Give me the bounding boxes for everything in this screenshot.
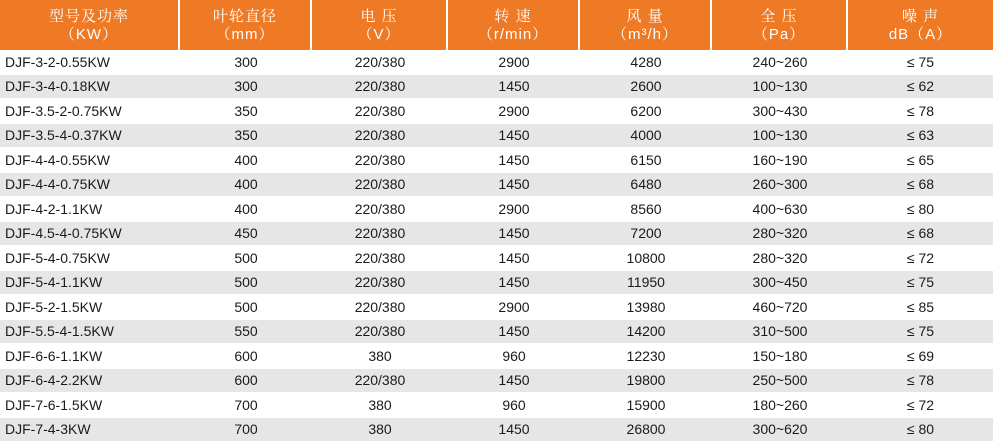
cell-air-volume: 6480 bbox=[580, 173, 712, 198]
cell-voltage: 380 bbox=[312, 393, 448, 418]
cell-impeller-diameter: 700 bbox=[180, 418, 312, 442]
header-voltage bbox=[312, 0, 448, 50]
cell-impeller-diameter: 450 bbox=[180, 222, 312, 247]
header-unit: （KW） bbox=[59, 26, 119, 43]
cell-voltage: 220/380 bbox=[312, 75, 448, 100]
cell-total-pressure: 260~300 bbox=[712, 173, 848, 198]
cell-total-pressure: 240~260 bbox=[712, 50, 848, 75]
cell-air-volume: 26800 bbox=[580, 418, 712, 442]
cell-speed: 1450 bbox=[448, 75, 580, 100]
cell-speed: 2900 bbox=[448, 50, 580, 75]
cell-air-volume: 6150 bbox=[580, 148, 712, 173]
cell-noise: ≤ 75 bbox=[848, 50, 993, 75]
cell-noise: ≤ 78 bbox=[848, 369, 993, 394]
cell-speed: 1450 bbox=[448, 271, 580, 296]
cell-total-pressure: 460~720 bbox=[712, 295, 848, 320]
cell-noise: ≤ 78 bbox=[848, 99, 993, 124]
cell-voltage: 220/380 bbox=[312, 124, 448, 149]
header-air-volume bbox=[580, 0, 712, 50]
header-speed bbox=[448, 0, 580, 50]
cell-total-pressure: 280~320 bbox=[712, 222, 848, 247]
cell-impeller-diameter: 300 bbox=[180, 75, 312, 100]
cell-air-volume: 13980 bbox=[580, 295, 712, 320]
cell-air-volume: 15900 bbox=[580, 393, 712, 418]
cell-impeller-diameter: 500 bbox=[180, 295, 312, 320]
cell-total-pressure: 280~320 bbox=[712, 246, 848, 271]
cell-noise: ≤ 75 bbox=[848, 271, 993, 296]
cell-air-volume: 12230 bbox=[580, 344, 712, 369]
cell-model-power: DJF-5-4-0.75KW bbox=[0, 246, 180, 271]
cell-speed: 960 bbox=[448, 393, 580, 418]
table-row bbox=[0, 197, 993, 222]
cell-voltage: 220/380 bbox=[312, 320, 448, 345]
header-impeller-diameter bbox=[180, 0, 312, 50]
table-row bbox=[0, 173, 993, 198]
cell-air-volume: 10800 bbox=[580, 246, 712, 271]
cell-speed: 2900 bbox=[448, 197, 580, 222]
cell-air-volume: 19800 bbox=[580, 369, 712, 394]
cell-voltage: 220/380 bbox=[312, 173, 448, 198]
header-label: 风 量 bbox=[626, 8, 664, 25]
cell-impeller-diameter: 500 bbox=[180, 246, 312, 271]
table-row bbox=[0, 271, 993, 296]
cell-impeller-diameter: 400 bbox=[180, 197, 312, 222]
table-row bbox=[0, 418, 993, 442]
cell-model-power: DJF-6-4-2.2KW bbox=[0, 369, 180, 394]
cell-speed: 2900 bbox=[448, 99, 580, 124]
table-row bbox=[0, 295, 993, 320]
cell-speed: 1450 bbox=[448, 418, 580, 442]
cell-model-power: DJF-4-4-0.55KW bbox=[0, 148, 180, 173]
cell-total-pressure: 100~130 bbox=[712, 75, 848, 100]
cell-speed: 1450 bbox=[448, 246, 580, 271]
cell-total-pressure: 300~430 bbox=[712, 99, 848, 124]
header-unit: （Pa） bbox=[752, 26, 806, 43]
cell-noise: ≤ 62 bbox=[848, 75, 993, 100]
cell-speed: 1450 bbox=[448, 222, 580, 247]
header-model-power bbox=[0, 0, 180, 50]
cell-total-pressure: 160~190 bbox=[712, 148, 848, 173]
cell-noise: ≤ 85 bbox=[848, 295, 993, 320]
cell-air-volume: 7200 bbox=[580, 222, 712, 247]
cell-voltage: 220/380 bbox=[312, 148, 448, 173]
cell-noise: ≤ 80 bbox=[848, 418, 993, 442]
cell-noise: ≤ 80 bbox=[848, 197, 993, 222]
cell-noise: ≤ 69 bbox=[848, 344, 993, 369]
cell-speed: 1450 bbox=[448, 369, 580, 394]
table-row bbox=[0, 393, 993, 418]
cell-impeller-diameter: 500 bbox=[180, 271, 312, 296]
cell-noise: ≤ 75 bbox=[848, 320, 993, 345]
cell-air-volume: 6200 bbox=[580, 99, 712, 124]
cell-voltage: 220/380 bbox=[312, 222, 448, 247]
header-unit: （r/min） bbox=[477, 26, 549, 43]
cell-air-volume: 4280 bbox=[580, 50, 712, 75]
cell-speed: 960 bbox=[448, 344, 580, 369]
header-label: 电 压 bbox=[360, 8, 398, 25]
cell-impeller-diameter: 350 bbox=[180, 124, 312, 149]
table-header bbox=[0, 0, 993, 50]
header-label: 全 压 bbox=[760, 8, 798, 25]
cell-model-power: DJF-3.5-2-0.75KW bbox=[0, 99, 180, 124]
table-row bbox=[0, 124, 993, 149]
cell-air-volume: 14200 bbox=[580, 320, 712, 345]
cell-model-power: DJF-4-2-1.1KW bbox=[0, 197, 180, 222]
table-row bbox=[0, 222, 993, 247]
header-label: 噪 声 bbox=[901, 8, 940, 25]
cell-voltage: 380 bbox=[312, 418, 448, 442]
cell-model-power: DJF-7-6-1.5KW bbox=[0, 393, 180, 418]
cell-total-pressure: 150~180 bbox=[712, 344, 848, 369]
cell-model-power: DJF-5.5-4-1.5KW bbox=[0, 320, 180, 345]
table-row bbox=[0, 75, 993, 100]
cell-air-volume: 2600 bbox=[580, 75, 712, 100]
cell-noise: ≤ 68 bbox=[848, 222, 993, 247]
cell-noise: ≤ 72 bbox=[848, 246, 993, 271]
cell-air-volume: 4000 bbox=[580, 124, 712, 149]
cell-total-pressure: 100~130 bbox=[712, 124, 848, 149]
cell-model-power: DJF-5-4-1.1KW bbox=[0, 271, 180, 296]
cell-impeller-diameter: 600 bbox=[180, 369, 312, 394]
header-unit: （V） bbox=[357, 26, 401, 43]
cell-model-power: DJF-6-6-1.1KW bbox=[0, 344, 180, 369]
cell-voltage: 220/380 bbox=[312, 50, 448, 75]
cell-impeller-diameter: 350 bbox=[180, 99, 312, 124]
cell-impeller-diameter: 600 bbox=[180, 344, 312, 369]
table-row bbox=[0, 344, 993, 369]
table-body bbox=[0, 50, 993, 442]
cell-model-power: DJF-4.5-4-0.75KW bbox=[0, 222, 180, 247]
cell-total-pressure: 250~500 bbox=[712, 369, 848, 394]
table-row bbox=[0, 50, 993, 75]
cell-model-power: DJF-3-2-0.55KW bbox=[0, 50, 180, 75]
cell-impeller-diameter: 400 bbox=[180, 173, 312, 198]
table-row bbox=[0, 99, 993, 124]
cell-noise: ≤ 68 bbox=[848, 173, 993, 198]
table-row bbox=[0, 148, 993, 173]
cell-total-pressure: 400~630 bbox=[712, 197, 848, 222]
header-label: 叶轮直径 bbox=[212, 8, 277, 25]
header-label: 型号及功率 bbox=[48, 8, 129, 25]
cell-air-volume: 11950 bbox=[580, 271, 712, 296]
cell-voltage: 220/380 bbox=[312, 295, 448, 320]
table-row bbox=[0, 369, 993, 394]
cell-noise: ≤ 63 bbox=[848, 124, 993, 149]
cell-voltage: 220/380 bbox=[312, 369, 448, 394]
cell-total-pressure: 300~450 bbox=[712, 271, 848, 296]
cell-voltage: 380 bbox=[312, 344, 448, 369]
cell-voltage: 220/380 bbox=[312, 99, 448, 124]
table-row bbox=[0, 246, 993, 271]
cell-model-power: DJF-3-4-0.18KW bbox=[0, 75, 180, 100]
cell-model-power: DJF-7-4-3KW bbox=[0, 418, 180, 442]
cell-model-power: DJF-4-4-0.75KW bbox=[0, 173, 180, 198]
cell-impeller-diameter: 300 bbox=[180, 50, 312, 75]
cell-impeller-diameter: 400 bbox=[180, 148, 312, 173]
header-label: 转 速 bbox=[494, 8, 532, 25]
header-unit: （m³/h） bbox=[611, 26, 678, 43]
header-row bbox=[0, 0, 993, 50]
cell-noise: ≤ 72 bbox=[848, 393, 993, 418]
cell-impeller-diameter: 550 bbox=[180, 320, 312, 345]
cell-voltage: 220/380 bbox=[312, 246, 448, 271]
cell-speed: 1450 bbox=[448, 148, 580, 173]
header-total-pressure bbox=[712, 0, 848, 50]
cell-air-volume: 8560 bbox=[580, 197, 712, 222]
header-noise bbox=[848, 0, 993, 50]
cell-voltage: 220/380 bbox=[312, 197, 448, 222]
table-row bbox=[0, 320, 993, 345]
cell-speed: 2900 bbox=[448, 295, 580, 320]
cell-total-pressure: 180~260 bbox=[712, 393, 848, 418]
cell-total-pressure: 300~620 bbox=[712, 418, 848, 442]
cell-total-pressure: 310~500 bbox=[712, 320, 848, 345]
cell-noise: ≤ 65 bbox=[848, 148, 993, 173]
cell-impeller-diameter: 700 bbox=[180, 393, 312, 418]
cell-model-power: DJF-3.5-4-0.37KW bbox=[0, 124, 180, 149]
header-unit: （mm） bbox=[215, 26, 275, 43]
cell-model-power: DJF-5-2-1.5KW bbox=[0, 295, 180, 320]
cell-speed: 1450 bbox=[448, 320, 580, 345]
cell-voltage: 220/380 bbox=[312, 271, 448, 296]
cell-speed: 1450 bbox=[448, 173, 580, 198]
header-unit: dB（A） bbox=[888, 26, 953, 43]
cell-speed: 1450 bbox=[448, 124, 580, 149]
